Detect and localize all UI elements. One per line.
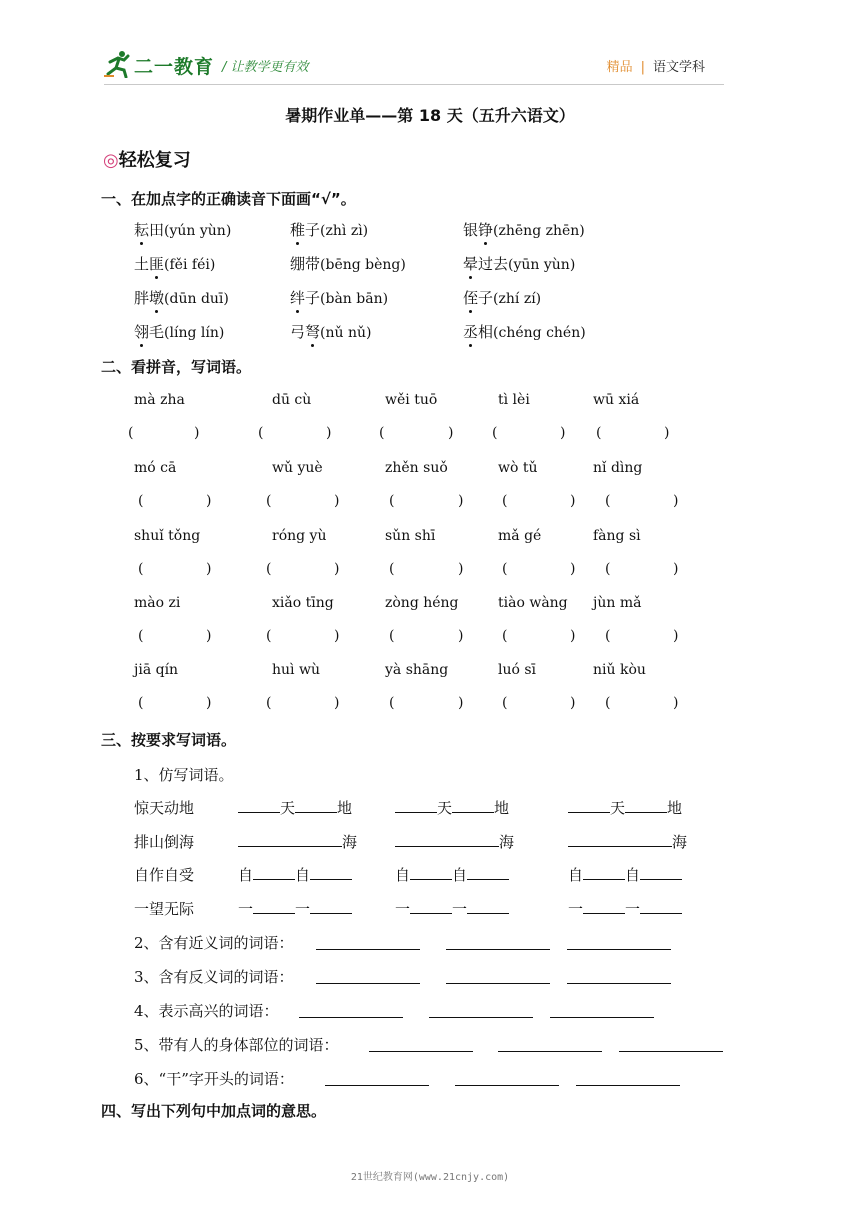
logo <box>104 50 228 80</box>
answer-line <box>299 1017 403 1018</box>
paren-open: ( <box>138 628 144 644</box>
pinyin-options: (nǔ nǔ) <box>320 325 372 341</box>
pinyin-options: (yūn yùn) <box>508 257 576 273</box>
pinyin: sǔn shī <box>385 528 436 544</box>
fixed-char: 一 <box>568 900 584 918</box>
question-3-sub-1: 1、仿写词语。 <box>134 766 234 784</box>
word-part: 相 <box>478 323 494 341</box>
question-4-heading: 四、写出下列句中加点词的意思。 <box>101 1102 327 1120</box>
answer-blank <box>410 898 452 914</box>
pinyin: tiào wàng <box>498 595 568 611</box>
answer-blank <box>238 797 280 813</box>
word-part: 子 <box>478 289 494 307</box>
example-word: 一望无际 <box>134 900 195 918</box>
word-part: 田 <box>149 221 165 239</box>
dotted-char: 耘 <box>134 221 150 239</box>
fixed-char: 地 <box>494 799 510 817</box>
pinyin: niǔ kòu <box>593 662 646 678</box>
word-part: 弓 <box>290 323 306 341</box>
paren-open: ( <box>596 425 602 441</box>
fixed-char: 自 <box>295 866 311 884</box>
answer-blank <box>467 898 509 914</box>
paren-open: ( <box>266 695 272 711</box>
paren-open: ( <box>502 695 508 711</box>
imitate-blank-group <box>395 864 509 885</box>
paren-close: ) <box>334 493 340 509</box>
answer-blank <box>568 831 672 847</box>
pinyin: shuǐ tǒng <box>134 528 201 544</box>
reading-item <box>463 321 586 342</box>
pinyin: yà shāng <box>385 662 449 678</box>
paren-close: ) <box>673 493 679 509</box>
paren-close: ) <box>673 628 679 644</box>
fixed-char: 海 <box>499 833 515 851</box>
dotted-char: 丞 <box>463 323 479 341</box>
paren-open: ( <box>258 425 264 441</box>
word-part: 子 <box>305 221 321 239</box>
reading-item <box>290 253 406 274</box>
question-2-heading: 二、看拼音，写词语。 <box>101 358 252 376</box>
reading-item <box>290 219 368 240</box>
subject-tag: 语文学科 <box>652 60 705 75</box>
fixed-char: 海 <box>342 833 358 851</box>
dotted-char: 侄 <box>463 289 479 307</box>
header-tags <box>607 56 705 75</box>
reading-item <box>290 321 371 342</box>
answer-line <box>567 983 671 984</box>
fixed-char: 天 <box>610 799 626 817</box>
paren-close: ) <box>570 561 576 577</box>
runner-logo-icon <box>104 50 134 78</box>
pinyin: wěi tuō <box>385 392 438 408</box>
pinyin-options: (fěi féi) <box>164 257 216 273</box>
fixed-char: 自 <box>625 866 641 884</box>
imitate-blank-group <box>568 797 682 818</box>
imitate-blank-group <box>395 831 514 852</box>
reading-item <box>463 253 575 274</box>
fixed-char: 一 <box>238 900 254 918</box>
slogan: / 让教学更有效 <box>222 60 309 75</box>
word-part: 绷 <box>290 255 306 273</box>
pinyin-options: (dūn duī) <box>164 291 229 307</box>
paren-open: ( <box>266 493 272 509</box>
paren-close: ) <box>673 695 679 711</box>
fixed-char: 地 <box>667 799 683 817</box>
paren-close: ) <box>570 493 576 509</box>
word-part: 子 <box>305 289 321 307</box>
quality-tag: 精品 <box>606 60 633 75</box>
paren-close: ) <box>570 628 576 644</box>
dotted-char: 铮 <box>478 221 494 239</box>
answer-blank <box>583 898 625 914</box>
pinyin-options: (chéng chén) <box>493 325 586 341</box>
answer-blank <box>310 898 352 914</box>
pinyin: nǐ dìng <box>593 460 643 476</box>
pinyin: zhěn suǒ <box>385 460 448 476</box>
example-word: 自作自受 <box>134 866 195 884</box>
paren-close: ) <box>673 561 679 577</box>
paren-close: ) <box>570 695 576 711</box>
paren-open: ( <box>502 493 508 509</box>
paren-close: ) <box>560 425 566 441</box>
imitate-blank-group <box>395 898 509 919</box>
answer-blank <box>410 864 452 880</box>
dotted-char: 翎 <box>134 323 150 341</box>
answer-blank <box>395 831 499 847</box>
paren-open: ( <box>266 628 272 644</box>
paren-close: ) <box>458 695 464 711</box>
pinyin: mǎ gé <box>498 528 542 544</box>
fixed-char: 一 <box>295 900 311 918</box>
fixed-char: 海 <box>672 833 688 851</box>
word-part: 毛 <box>149 323 165 341</box>
requirement-label: 6、“干”字开头的词语： <box>134 1070 294 1088</box>
imitate-blank-group <box>568 831 687 852</box>
paren-close: ) <box>458 628 464 644</box>
answer-line <box>446 983 550 984</box>
pinyin-options: (zhēng zhēn) <box>493 223 585 239</box>
answer-line <box>619 1051 723 1052</box>
answer-blank <box>238 831 342 847</box>
word-part: 带 <box>305 255 321 273</box>
answer-line <box>325 1085 429 1086</box>
requirement-label: 4、表示高兴的词语： <box>134 1002 279 1020</box>
pinyin: tì lèi <box>498 392 530 408</box>
dotted-char: 晕 <box>463 255 479 273</box>
pinyin: mà zha <box>134 392 185 408</box>
paren-open: ( <box>138 493 144 509</box>
fixed-char: 一 <box>395 900 411 918</box>
imitate-blank-group <box>395 797 509 818</box>
paren-open: ( <box>605 493 611 509</box>
reading-item <box>134 253 215 274</box>
pinyin: zòng héng <box>385 595 459 611</box>
answer-line <box>369 1051 473 1052</box>
imitate-blank-group <box>568 864 682 885</box>
pinyin: wǔ yuè <box>272 460 323 476</box>
paren-open: ( <box>138 695 144 711</box>
answer-line <box>316 949 420 950</box>
footer: 21世纪教育网(www.21cnjy.com) <box>350 1172 510 1183</box>
pinyin-options: (yún yùn) <box>164 223 232 239</box>
imitate-blank-group <box>238 898 352 919</box>
example-word: 惊天动地 <box>134 799 195 817</box>
fixed-char: 自 <box>568 866 584 884</box>
answer-blank <box>640 898 682 914</box>
tag-separator: | <box>640 60 645 75</box>
paren-open: ( <box>389 628 395 644</box>
answer-blank <box>452 797 494 813</box>
section-heading <box>103 146 191 172</box>
fixed-char: 自 <box>452 866 468 884</box>
fixed-char: 天 <box>280 799 296 817</box>
answer-line <box>576 1085 680 1086</box>
paren-open: ( <box>605 628 611 644</box>
paren-close: ) <box>206 561 212 577</box>
pinyin: dū cù <box>272 392 312 408</box>
paren-close: ) <box>458 493 464 509</box>
section-label: 轻松复习 <box>118 150 191 171</box>
word-part: 过去 <box>478 255 509 273</box>
paren-open: ( <box>389 695 395 711</box>
word-part: 胖 <box>134 289 150 307</box>
paren-close: ) <box>206 493 212 509</box>
pinyin: jùn mǎ <box>593 595 642 611</box>
paren-close: ) <box>206 628 212 644</box>
pinyin: mào zi <box>134 595 181 611</box>
question-1-heading: 一、在加点字的正确读音下面画“√”。 <box>101 190 356 208</box>
pinyin-options: (bàn bān) <box>320 291 389 307</box>
word-part: 银 <box>463 221 479 239</box>
answer-line <box>429 1017 533 1018</box>
paren-open: ( <box>379 425 385 441</box>
fixed-char: 自 <box>395 866 411 884</box>
reading-item <box>290 287 388 308</box>
paren-open: ( <box>138 561 144 577</box>
answer-blank <box>253 898 295 914</box>
paren-close: ) <box>334 628 340 644</box>
paren-open: ( <box>502 561 508 577</box>
reading-item <box>134 321 224 342</box>
paren-close: ) <box>448 425 454 441</box>
answer-blank <box>395 797 437 813</box>
answer-line <box>446 949 550 950</box>
imitate-blank-group <box>238 831 357 852</box>
pinyin: fàng sì <box>593 528 641 544</box>
answer-blank <box>253 864 295 880</box>
fixed-char: 自 <box>238 866 254 884</box>
answer-blank <box>625 797 667 813</box>
paren-open: ( <box>128 425 134 441</box>
paren-close: ) <box>334 695 340 711</box>
pinyin: luó sī <box>498 662 537 678</box>
page-title: 暑期作业单——第 18 天（五升六语文） <box>285 106 575 125</box>
paren-open: ( <box>389 493 395 509</box>
imitate-blank-group <box>238 864 352 885</box>
pinyin: wū xiá <box>593 392 640 408</box>
paren-open: ( <box>389 561 395 577</box>
pinyin: róng yù <box>272 528 327 544</box>
paren-close: ) <box>206 695 212 711</box>
answer-blank <box>467 864 509 880</box>
header-divider <box>104 84 724 85</box>
pinyin-options: (bēng bèng) <box>320 257 406 273</box>
question-3-heading: 三、按要求写词语。 <box>101 731 237 749</box>
reading-item <box>134 287 229 308</box>
imitate-blank-group <box>238 797 352 818</box>
requirement-label: 3、含有反义词的词语： <box>134 968 294 986</box>
answer-blank <box>583 864 625 880</box>
example-word: 排山倒海 <box>134 833 195 851</box>
paren-open: ( <box>605 561 611 577</box>
dotted-char: 稚 <box>290 221 306 239</box>
dotted-char: 绊 <box>290 289 306 307</box>
fixed-char: 天 <box>437 799 453 817</box>
pinyin: jiā qín <box>134 662 179 678</box>
paren-close: ) <box>334 561 340 577</box>
word-part: 土 <box>134 255 150 273</box>
dotted-char: 弩 <box>305 323 321 341</box>
answer-line <box>455 1085 559 1086</box>
pinyin: huì wù <box>272 662 320 678</box>
answer-blank <box>295 797 337 813</box>
reading-item <box>463 287 541 308</box>
ring-icon: ◎ <box>103 150 119 171</box>
pinyin-options: (zhí zí) <box>493 291 542 307</box>
pinyin: mó cā <box>134 460 177 476</box>
answer-line <box>550 1017 654 1018</box>
pinyin: xiǎo tīng <box>272 595 334 611</box>
paren-open: ( <box>266 561 272 577</box>
answer-blank <box>640 864 682 880</box>
fixed-char: 一 <box>452 900 468 918</box>
pinyin-options: (líng lín) <box>164 325 225 341</box>
answer-line <box>567 949 671 950</box>
answer-line <box>498 1051 602 1052</box>
answer-line <box>316 983 420 984</box>
paren-close: ) <box>194 425 200 441</box>
paren-close: ) <box>664 425 670 441</box>
pinyin: wò tǔ <box>498 460 538 476</box>
answer-blank <box>310 864 352 880</box>
pinyin-options: (zhì zì) <box>320 223 369 239</box>
logo-text: 二一教育 <box>134 56 215 78</box>
paren-close: ) <box>458 561 464 577</box>
paren-open: ( <box>492 425 498 441</box>
requirement-label: 5、带有人的身体部位的词语： <box>134 1036 339 1054</box>
dotted-char: 墩 <box>149 289 165 307</box>
reading-item <box>463 219 585 240</box>
imitate-blank-group <box>568 898 682 919</box>
fixed-char: 地 <box>337 799 353 817</box>
dotted-char: 匪 <box>149 255 165 273</box>
answer-blank <box>568 797 610 813</box>
fixed-char: 一 <box>625 900 641 918</box>
paren-open: ( <box>605 695 611 711</box>
requirement-label: 2、含有近义词的词语： <box>134 934 294 952</box>
reading-item <box>134 219 231 240</box>
paren-close: ) <box>326 425 332 441</box>
paren-open: ( <box>502 628 508 644</box>
